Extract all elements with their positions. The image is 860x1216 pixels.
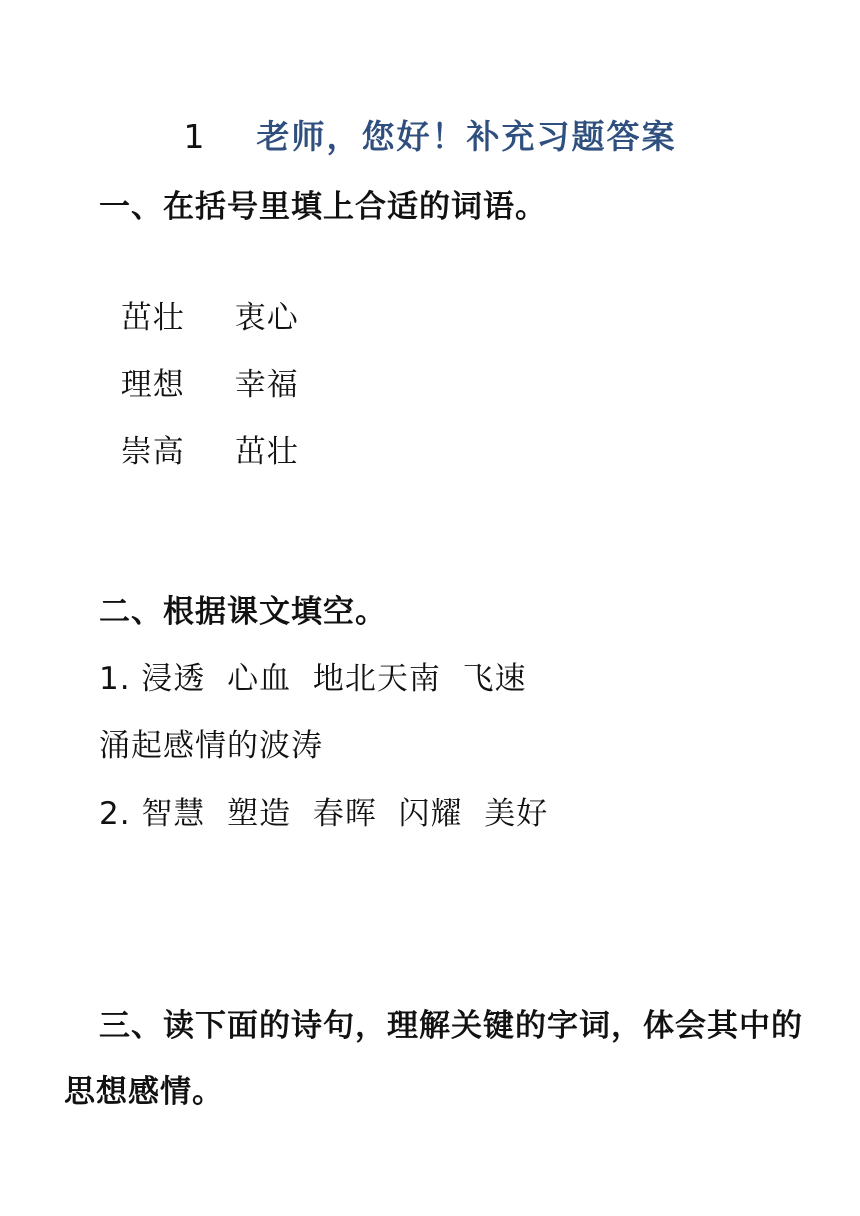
answer-word: 茁壮 <box>120 300 185 336</box>
section2-heading: 二、根据课文填空。 <box>99 594 387 630</box>
answer-word: 衷心 <box>234 300 299 336</box>
answer-word: 茁壮 <box>234 434 299 470</box>
section2-line: 2. 智慧 塑造 春晖 闪耀 美好 <box>99 796 549 832</box>
section1-row <box>99 386 299 474</box>
lesson-number: 1 <box>183 117 205 156</box>
page-title <box>0 113 860 161</box>
title-text: 老师，您好！补充习题答案 <box>256 117 677 156</box>
section3-heading: 三、读下面的诗句，理解关键的字词，体会其中的思想感情。 <box>64 1008 803 1110</box>
section2-line: 1. 浸透 心血 地北天南 飞速 <box>99 661 527 697</box>
answer-word: 理想 <box>120 367 185 403</box>
section2-line: 涌起感情的波涛 <box>99 728 323 764</box>
answer-word: 崇高 <box>120 434 185 470</box>
section1-heading: 一、在括号里填上合适的词语。 <box>99 189 547 225</box>
answer-word: 幸福 <box>234 367 299 403</box>
